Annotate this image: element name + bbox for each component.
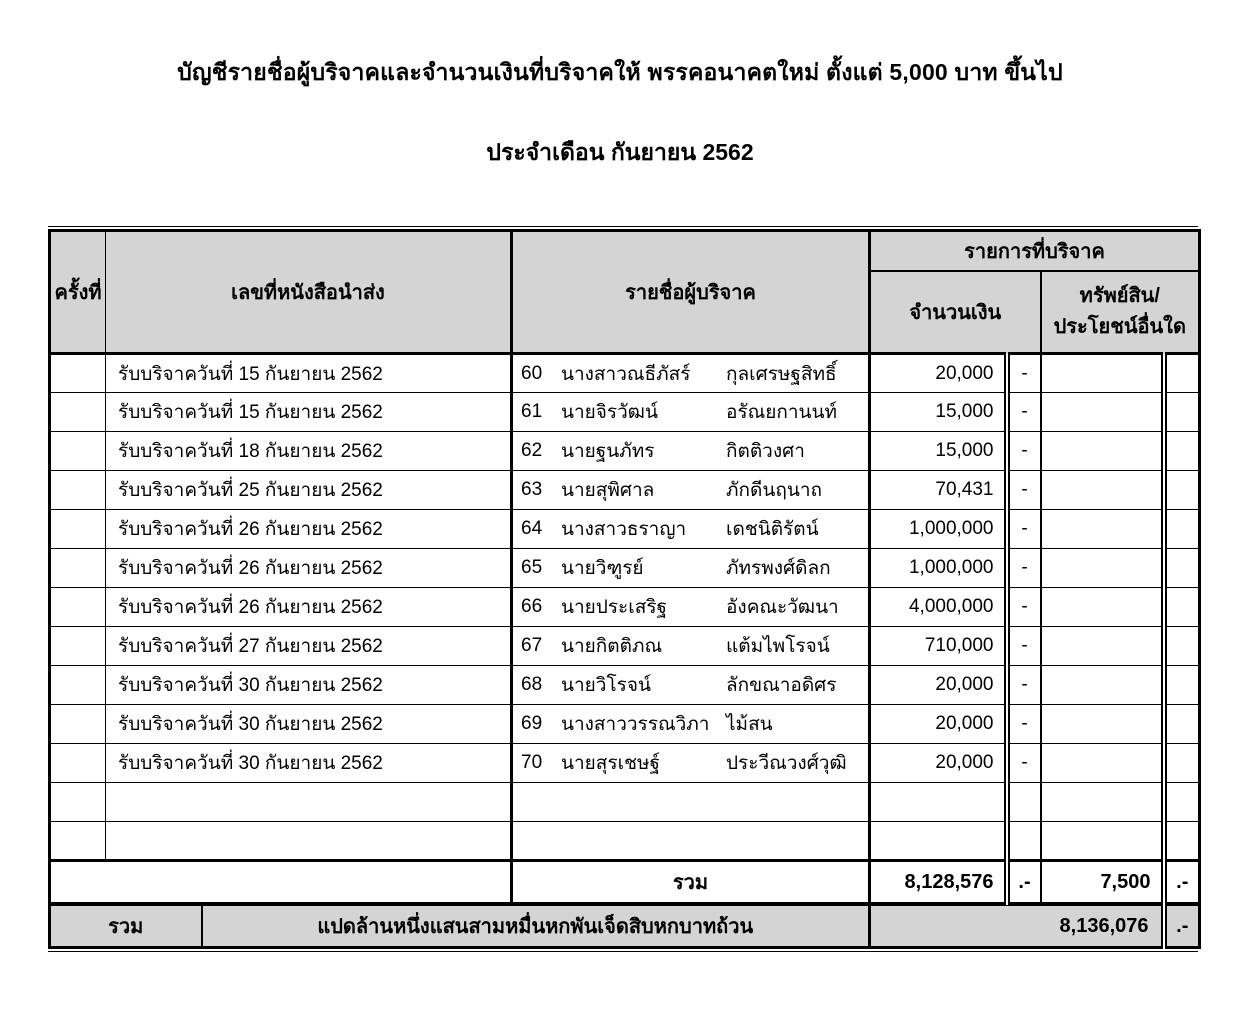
donor-number: 63 xyxy=(521,479,543,500)
cell-asset-dash xyxy=(1164,783,1200,822)
cell-asset-dash xyxy=(1164,510,1200,549)
cell-receipt-date: รับบริจาควันที่ 18 กันยายน 2562 xyxy=(106,432,512,471)
header-sequence: ครั้งที่ xyxy=(50,231,106,354)
cell-asset-dash xyxy=(1164,354,1200,393)
cell-sequence xyxy=(50,354,106,393)
table-row xyxy=(50,393,1200,432)
header-donor-name: รายชื่อผู้บริจาค xyxy=(512,231,870,354)
cell-asset xyxy=(1041,432,1164,471)
cell-amount-dash: - xyxy=(1007,471,1041,510)
cell-amount: 1,000,000 xyxy=(870,510,1007,549)
donor-last-name: อรัณยกานนท์ xyxy=(726,402,838,423)
cell-asset xyxy=(1041,588,1164,627)
donor-name-group xyxy=(521,514,867,544)
cell-asset xyxy=(1041,471,1164,510)
cell-donor xyxy=(512,744,870,783)
cell-amount-dash: - xyxy=(1007,588,1041,627)
donor-first-name: นายฐนภัทร xyxy=(561,441,655,462)
cell-asset-dash xyxy=(1164,744,1200,783)
cell-receipt-date: รับบริจาควันที่ 30 กันยายน 2562 xyxy=(106,666,512,705)
cell-sequence xyxy=(50,588,106,627)
donor-first-name: นายประเสริฐ xyxy=(561,597,668,618)
donor-first-name: นายสุรเชษฐ์ xyxy=(561,753,660,774)
donor-number: 68 xyxy=(521,674,543,695)
cell-asset xyxy=(1041,354,1164,393)
cell-sequence xyxy=(50,549,106,588)
donation-rows xyxy=(50,354,1200,861)
cell-sequence xyxy=(50,510,106,549)
cell-asset-dash xyxy=(1164,705,1200,744)
cell-donor xyxy=(512,588,870,627)
donor-last-name: แต้มไพโรจน์ xyxy=(726,636,830,657)
donor-number: 65 xyxy=(521,557,543,578)
grand-total-amount-in-words: แปดล้านหนึ่งแสนสามหมื่นหกพันเจ็ดสิบหกบาทถ้วน xyxy=(202,906,870,948)
grand-total-label: รวม xyxy=(50,906,202,948)
cell-receipt-date: รับบริจาควันที่ 26 กันยายน 2562 xyxy=(106,510,512,549)
cell-donor xyxy=(512,432,870,471)
cell-amount-dash: - xyxy=(1007,393,1041,432)
cell-asset-dash xyxy=(1164,471,1200,510)
subtotal-amount: 8,128,576 xyxy=(870,861,1007,904)
cell-receipt-date: รับบริจาควันที่ 26 กันยายน 2562 xyxy=(106,588,512,627)
table-row xyxy=(50,588,1200,627)
cell-asset xyxy=(1041,666,1164,705)
donor-number: 64 xyxy=(521,518,543,539)
cell-amount-dash: - xyxy=(1007,354,1041,393)
grand-total-amount: 8,136,076 xyxy=(870,906,1164,948)
cell-donor xyxy=(512,471,870,510)
donor-last-name: ไม้สน xyxy=(726,714,773,735)
cell-donor xyxy=(512,549,870,588)
cell-receipt-date: รับบริจาควันที่ 30 กันยายน 2562 xyxy=(106,705,512,744)
document-subtitle: ประจำเดือน กันยายน 2562 xyxy=(486,139,754,165)
cell-amount: 70,431 xyxy=(870,471,1007,510)
cell-donor xyxy=(512,354,870,393)
cell-amount: 1,000,000 xyxy=(870,549,1007,588)
cell-donor xyxy=(512,627,870,666)
cell-sequence xyxy=(50,744,106,783)
donor-first-name: นายวิฑูรย์ xyxy=(561,558,644,579)
subtotal-amount-suffix: .- xyxy=(1007,861,1041,904)
donor-first-name: นางสาวธราญา xyxy=(561,519,687,540)
header-asset-line2: ประโยชน์อื่นใด xyxy=(1053,315,1186,338)
donor-number: 62 xyxy=(521,440,543,461)
donor-last-name: กุลเศรษฐสิทธิ์ xyxy=(726,363,837,385)
donor-name-group xyxy=(521,553,867,583)
cell-sequence xyxy=(50,393,106,432)
donation-table-wrapper xyxy=(48,226,1198,952)
cell-amount-dash xyxy=(1007,783,1041,822)
cell-asset xyxy=(1041,744,1164,783)
donor-number: 66 xyxy=(521,596,543,617)
cell-sequence xyxy=(50,705,106,744)
cell-sequence xyxy=(50,432,106,471)
cell-asset-dash xyxy=(1164,393,1200,432)
table-row xyxy=(50,432,1200,471)
cell-receipt-date: รับบริจาควันที่ 26 กันยายน 2562 xyxy=(106,549,512,588)
donor-first-name: นายวิโรจน์ xyxy=(561,675,651,696)
header-asset-other-benefit xyxy=(1041,271,1200,354)
cell-sequence xyxy=(50,783,106,822)
donor-name-group xyxy=(521,631,867,661)
donor-last-name: กิตติวงศา xyxy=(726,441,805,462)
donor-name-group xyxy=(521,359,867,389)
subtotal-row xyxy=(50,861,1200,904)
cell-asset xyxy=(1041,549,1164,588)
grand-total-suffix: .- xyxy=(1164,906,1200,948)
donor-name-group xyxy=(521,592,867,622)
cell-asset xyxy=(1041,783,1164,822)
donor-first-name: นายกิตติภณ xyxy=(561,636,663,657)
cell-asset-dash xyxy=(1164,432,1200,471)
donor-first-name: นายจิรวัฒน์ xyxy=(561,402,658,423)
table-row xyxy=(50,549,1200,588)
donation-table-header xyxy=(50,231,1200,354)
donor-number: 69 xyxy=(521,713,543,734)
cell-amount xyxy=(870,822,1007,861)
cell-amount: 15,000 xyxy=(870,432,1007,471)
table-row xyxy=(50,744,1200,783)
cell-receipt-date xyxy=(106,822,512,861)
cell-asset-dash xyxy=(1164,588,1200,627)
subtotal-label: รวม xyxy=(512,861,870,904)
cell-receipt-date: รับบริจาควันที่ 15 กันยายน 2562 xyxy=(106,354,512,393)
subtotal-asset-suffix: .- xyxy=(1164,861,1200,904)
cell-receipt-date: รับบริจาควันที่ 15 กันยายน 2562 xyxy=(106,393,512,432)
cell-amount-dash: - xyxy=(1007,627,1041,666)
cell-asset-dash xyxy=(1164,627,1200,666)
table-row xyxy=(50,510,1200,549)
donor-number: 61 xyxy=(521,401,543,422)
donor-last-name: เดชนิติรัตน์ xyxy=(726,519,819,540)
header-amount: จำนวนเงิน xyxy=(870,271,1041,354)
donation-table xyxy=(48,229,1201,905)
grand-total-table xyxy=(48,905,1201,949)
donor-number: 67 xyxy=(521,635,543,656)
subtotal-asset-amount: 7,500 xyxy=(1041,861,1164,904)
cell-asset xyxy=(1041,705,1164,744)
cell-sequence xyxy=(50,471,106,510)
donor-name-group xyxy=(521,670,867,700)
cell-amount-dash xyxy=(1007,822,1041,861)
donor-last-name: อังคณะวัฒนา xyxy=(726,597,839,618)
donor-name-group xyxy=(521,709,867,739)
header-document-number: เลขที่หนังสือนำส่ง xyxy=(106,231,512,354)
donor-first-name: นางสาววรรณวิภา xyxy=(561,714,710,735)
donor-name-group xyxy=(521,748,867,778)
empty-row xyxy=(50,783,1200,822)
cell-receipt-date: รับบริจาควันที่ 30 กันยายน 2562 xyxy=(106,744,512,783)
header-donation-items-group: รายการที่บริจาค xyxy=(870,231,1200,271)
donor-name-group xyxy=(521,436,867,466)
cell-asset xyxy=(1041,510,1164,549)
cell-asset-dash xyxy=(1164,666,1200,705)
donor-number: 70 xyxy=(521,752,543,773)
cell-amount-dash: - xyxy=(1007,666,1041,705)
cell-asset-dash xyxy=(1164,549,1200,588)
cell-donor xyxy=(512,393,870,432)
cell-donor xyxy=(512,822,870,861)
empty-row xyxy=(50,822,1200,861)
cell-amount-dash: - xyxy=(1007,744,1041,783)
cell-amount xyxy=(870,783,1007,822)
header-asset-line1: ทรัพย์สิน/ xyxy=(1079,284,1160,307)
cell-donor xyxy=(512,666,870,705)
cell-amount-dash: - xyxy=(1007,705,1041,744)
subtotal-section xyxy=(50,861,1200,904)
cell-donor xyxy=(512,705,870,744)
cell-sequence xyxy=(50,666,106,705)
cell-sequence xyxy=(50,822,106,861)
donor-first-name: นางสาวณธีภัสร์ xyxy=(561,363,691,385)
donor-last-name: ประวีณวงศ์วุฒิ xyxy=(726,753,847,774)
donor-name-group xyxy=(521,475,867,505)
cell-donor xyxy=(512,510,870,549)
donor-number: 60 xyxy=(521,362,543,384)
cell-amount: 20,000 xyxy=(870,666,1007,705)
donor-last-name: ภักดีนฤนาถ xyxy=(726,480,823,501)
cell-donor xyxy=(512,783,870,822)
table-row xyxy=(50,627,1200,666)
cell-amount: 20,000 xyxy=(870,744,1007,783)
grand-total-row xyxy=(50,906,1200,948)
cell-amount: 15,000 xyxy=(870,393,1007,432)
cell-amount-dash: - xyxy=(1007,549,1041,588)
cell-amount-dash: - xyxy=(1007,510,1041,549)
cell-amount: 4,000,000 xyxy=(870,588,1007,627)
table-row xyxy=(50,354,1200,393)
cell-amount: 20,000 xyxy=(870,705,1007,744)
donor-last-name: ลักขณาอดิศร xyxy=(726,675,837,696)
cell-receipt-date: รับบริจาควันที่ 27 กันยายน 2562 xyxy=(106,627,512,666)
subtotal-empty-cell xyxy=(50,861,512,904)
cell-amount-dash: - xyxy=(1007,432,1041,471)
document-title: บัญชีรายชื่อผู้บริจาคและจำนวนเงินที่บริจาคให้ พรรคอนาคตใหม่ ตั้งแต่ 5,000 บาท ขึ้นไป xyxy=(177,59,1063,85)
cell-asset xyxy=(1041,393,1164,432)
donor-name-group xyxy=(521,397,867,427)
donor-last-name: ภัทรพงศ์ดิลก xyxy=(726,558,831,579)
cell-sequence xyxy=(50,627,106,666)
cell-asset-dash xyxy=(1164,822,1200,861)
table-row xyxy=(50,471,1200,510)
table-row xyxy=(50,666,1200,705)
cell-amount: 20,000 xyxy=(870,354,1007,393)
table-row xyxy=(50,705,1200,744)
cell-asset xyxy=(1041,627,1164,666)
cell-receipt-date xyxy=(106,783,512,822)
cell-amount: 710,000 xyxy=(870,627,1007,666)
cell-asset xyxy=(1041,822,1164,861)
donor-first-name: นายสุพิศาล xyxy=(561,480,655,501)
cell-receipt-date: รับบริจาควันที่ 25 กันยายน 2562 xyxy=(106,471,512,510)
